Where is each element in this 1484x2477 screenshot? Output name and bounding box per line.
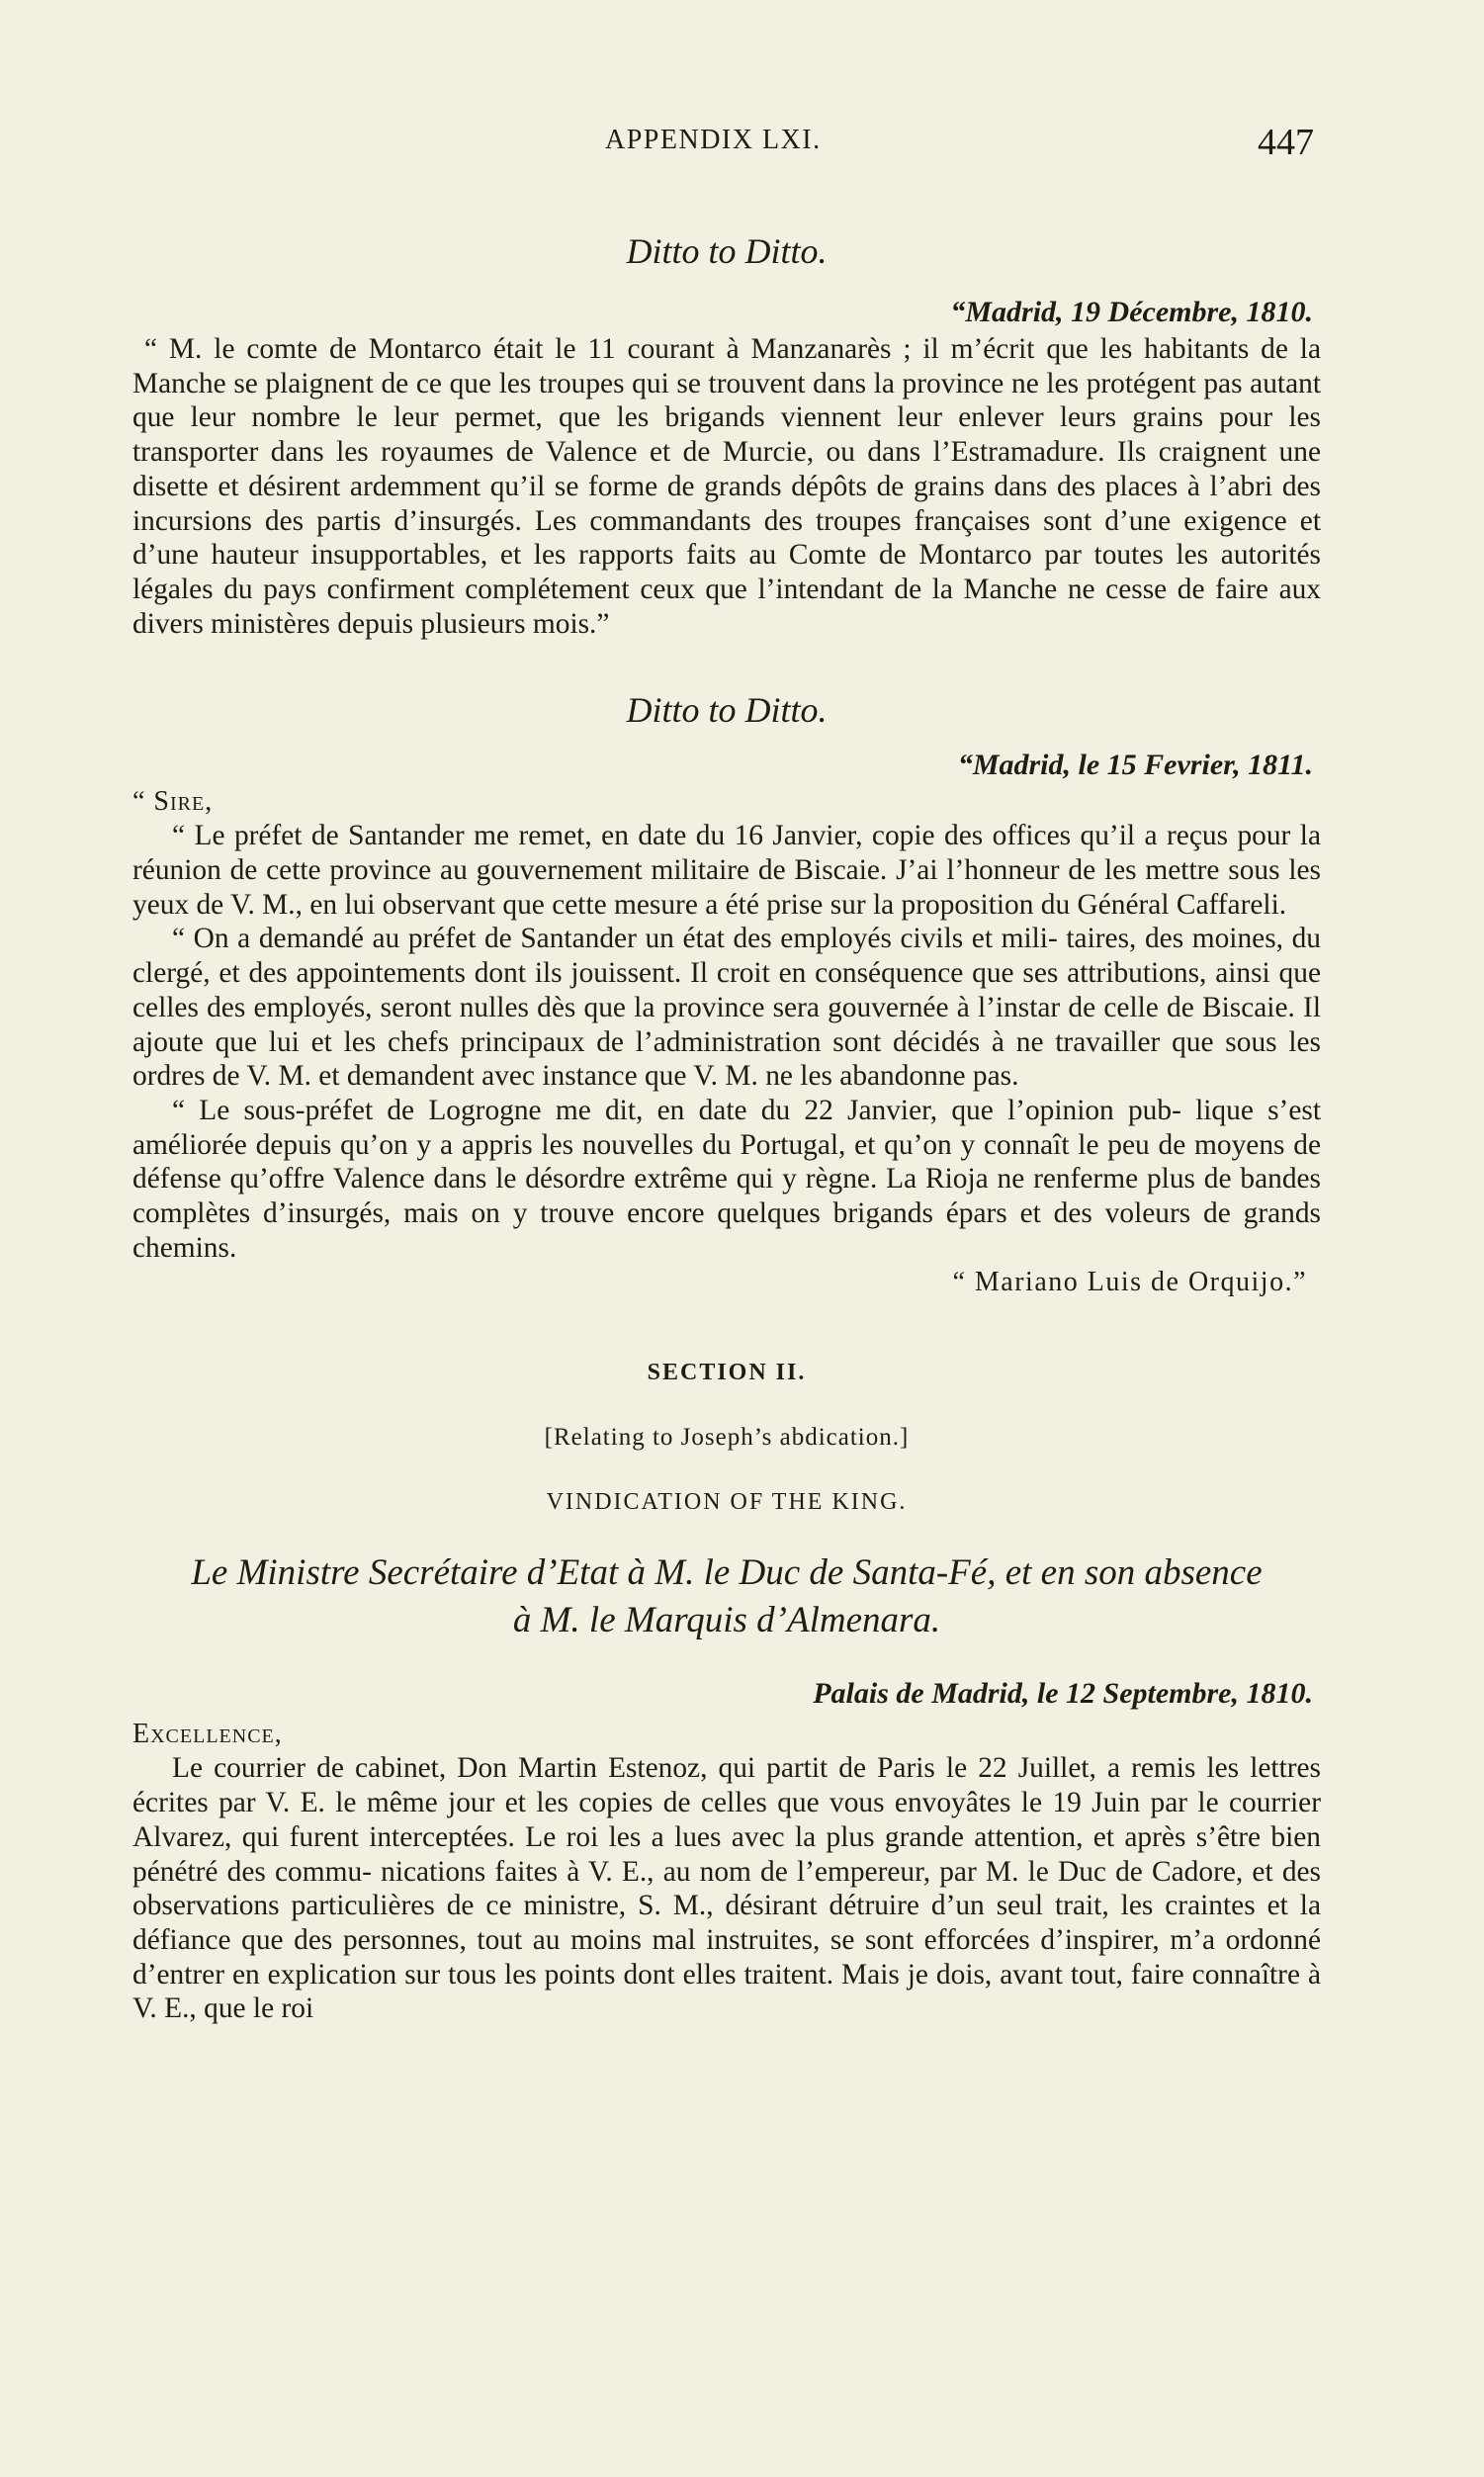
letter-2-signature: “ Mariano Luis de Orquijo.” <box>952 1267 1307 1298</box>
letter-2-date <box>132 746 1321 785</box>
letter-3-salutation: Excellence, <box>132 1719 283 1750</box>
letter-2-salutation <box>132 785 1321 819</box>
letter-3-date <box>132 1674 1321 1714</box>
letter-3-title-line-2: à M. le Marquis d’Almenara. <box>512 1600 941 1641</box>
letter-3-date-text: Palais de Madrid, le 12 Septembre, 1810. <box>813 1677 1313 1711</box>
page-number: 447 <box>1258 122 1314 163</box>
letter-3-title <box>132 1549 1321 1644</box>
page-content <box>132 229 1321 2026</box>
letter-3-title-line-1: Le Ministre Secrétaire d’Etat à M. le Duc de Santa-Fé, et en son absence <box>191 1552 1263 1594</box>
letter-3-body: Le courrier de cabinet, Don Martin Estenoz, qui partit de Paris le 22 Juillet, a remis les lettres écrites par V. E. le même jour et les copies de celles que vous envoyâtes le 19 Juin par le courrier Alvarez, qui furent interceptées. Le roi les a lues avec la plus grande attention, et après s’être bien pénétré des commu- nications faites à V. E., au nom de l’empereur, par M. le Duc de Cadore, et des observations particulières de ce ministre, S. M., désirant détruire d’un seul trait, les craintes et la défiance que des personnes, tout au moins mal instruites, se sont efforcées d’inspirer, m’a ordonné d’entrer en explication sur tous les points dont elles traitent. Mais je dois, avant tout, faire connaître à V. E., que le roi <box>132 1752 1321 2025</box>
letter-2-paragraph-3: “ Le sous-préfet de Logrogne me dit, en date du 22 Janvier, que l’opinion pub- lique s’est améliorée depuis qu’on y a appris les nouvelles du Portugal, et qu’on y connaît le peu de moyens de défense qu’offre Valence dans le désordre extrême qui y règne. La Rioja ne renferme plus de bandes complètes d’insurgés, mais on y trouve encore quelques brigands épars et des voleurs de grands chemins. <box>132 1094 1321 1264</box>
section-subtitle: [Relating to Joseph’s abdication.] <box>544 1424 910 1452</box>
letter-1-date-text: “Madrid, 19 Décembre, 1810. <box>950 296 1313 328</box>
running-head <box>0 117 1484 166</box>
letter-2-paragraph-2: “ On a demandé au préfet de Santander un état des employés civils et mili- taires, des moines, du clergé, et des appointements dont ils jouissent. Il croit en conséquence que ses attributions, ainsi que celles des employés, seront nulles dès que la province sera gouvernée à l’instar de celle de Biscaie. Il ajoute que lui et les chefs principaux de l’administration sont décidés à ne travailler que sous les ordres de V. M. et demandent avec instance que V. M. ne les abandonne pas. <box>132 923 1321 1093</box>
running-title: APPENDIX LXI. <box>605 125 822 155</box>
section-heading: VINDICATION OF THE KING. <box>546 1489 908 1516</box>
letter-2-paragraph-1: “ Le préfet de Santander me remet, en date du 16 Janvier, copie des offices qu’il a reçus pour la réunion de cette province au gouvernement militaire de Biscaie. J’ai l’honneur de les mettre sous les yeux de V. M., en lui observant que cette mesure a été prise sur la proposition du Général Caffareli. <box>132 820 1321 921</box>
letter-2-salutation-text: “ Sire, <box>132 786 214 818</box>
letter-2-heading: Ditto to Ditto. <box>626 690 828 731</box>
letter-1-body: “ M. le comte de Montarco était le 11 courant à Manzanarès ; il m’écrit que les habitants de la Manche se plaignent de ce que les troupes qui se trouvent dans la province ne les protégent pas autant que leur nombre le leur permet, que les brigands viennent leur enlever leurs grains pour les transporter dans les royaumes de Valence et de Murcie, ou dans l’Estramadure. Ils craignent une disette et désirent ardemment qu’il se forme de grands dépôts de grains dans des places à l’abri des incursions des partis d’insurgés. Les commandants des troupes françaises sont d’une exigence et d’une hauteur insupportables, et les rapports faits au Comte de Montarco par toutes les autorités légales du pays confirment complétement ceux que l’intendant de la Manche ne cesse de faire aux divers ministères depuis plusieurs mois.” <box>132 333 1321 640</box>
letter-1-heading: Ditto to Ditto. <box>626 231 828 271</box>
section-title: SECTION II. <box>647 1360 807 1386</box>
letter-2-date-text: “Madrid, le 15 Fevrier, 1811. <box>957 749 1313 782</box>
letter-1-date <box>132 293 1321 332</box>
